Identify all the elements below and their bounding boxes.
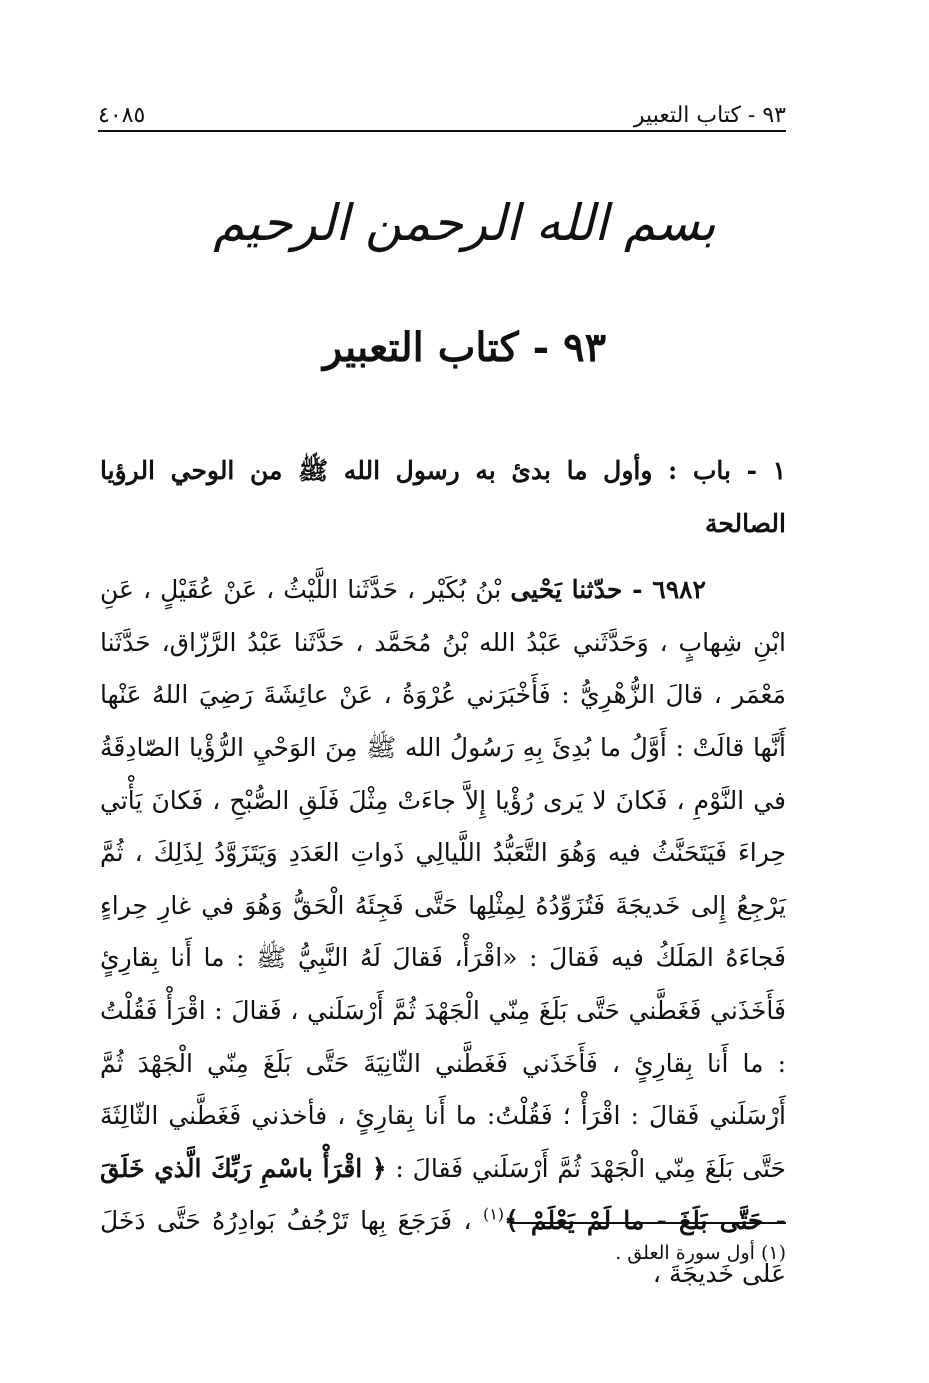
footnote-rule xyxy=(510,1222,786,1224)
hadith-lead: ٦٩٨٢ - حدّثنا يَحْيى xyxy=(510,575,706,605)
header-chapter-label: ٩٣ - كتاب التعبير xyxy=(633,103,786,128)
hadith-text-part1: بْنُ بُكَيْر ، حَدَّثَنا اللَّيْثُ ، عَنْ عُقَيْلٍ ، عَنِ ابْنِ شِهابٍ ، وَحَدَّثَني عَبْدُ الله بْنُ مُحَمَّد ، حَدَّثَنا عَبْدُ الرَّزّاق، حَدَّثَنا مَعْمَر ، قالَ الزُّهْرِيُّ : فَأَخْبَرَني عُرْوَةُ ، عَنْ عائِشَةَ رَضِيَ اللهُ عَنْها أَنَّها قالَتْ : أَوَّلُ ما بُدِئَ بِهِ رَسُولُ الله ﷺ مِنَ الوَحْيِ الرُّؤْيا الصّادِقَةُ في النَّوْمِ ، فَكانَ لا يَرى رُؤْيا إِلاَّ جاءَتْ مِثْلَ فَلَقِ الصُّبْحِ ، فَكانَ يَأْتي حِراءَ فَيَتَحَنَّثُ فيه وَهُوَ التَّعَبُّدُ اللَّيالِي ذَواتِ العَدَدِ وَيَتَزَوَّدُ لِذَلِكَ ، ثُمَّ يَرْجِعُ إِلى خَديجَةَ فَتُزَوِّدُهُ لِمِثْلِها حَتَّى فَجِئَهُ الْحَقُّ وَهُوَ في غارِ حِراءٍ فَجاءَهُ المَلَكُ فيه فَقالَ : «اقْرَأْ، فَقالَ لَهُ النَّبِيُّ ﷺ : ما أَنا بِقارِئٍ فَأَخَذَني فَغَطَّني حَتَّى بَلَغَ مِنّي الْجَهْدَ ثُمَّ أَرْسَلَني ، فَقالَ : اقْرَأْ فَقُلْتُ : ما أَنا بِقارِئٍ ، فَأَخَذَني فَغَطَّني الثّانِيَةَ حَتَّى بَلَغَ مِنّي الْجَهْدَ ثُمَّ أَرْسَلَني فَقالَ : اقْرَأْ ؛ فَقُلْتُ: ما أَنا بِقارِئٍ ، فأخذني فَغَطَّني الثّالِثَةَ حَتَّى بَلَغَ مِنّي الْجَهْدَ ثُمَّ أَرْسَلَني فَقالَ : xyxy=(100,575,786,1183)
hadith-text xyxy=(100,564,786,1300)
header-rule xyxy=(98,130,786,132)
footnote: (١) أول سورة العلق . xyxy=(615,1242,786,1264)
body-text xyxy=(100,445,786,1301)
footnote-reference: (١) xyxy=(482,1204,505,1224)
basmala: بسم الله الرحمن الرحيم xyxy=(213,194,716,252)
chapter-title: ٩٣ - كتاب التعبير xyxy=(322,324,607,371)
chapter-heading: ١ - باب : وأول ما بدئ به رسول الله ﷺ من الوحي الرؤيا الصالحة xyxy=(100,456,786,538)
quran-quote: ﴿ اقْرَأْ باسْمِ رَبِّكَ الَّذي خَلَقَ - حَتَّى بَلَغَ - ما لَمْ يَعْلَمْ ﴾ xyxy=(100,1153,786,1236)
running-header xyxy=(98,88,786,128)
header-page-number: ٤٠٨٥ xyxy=(98,103,146,128)
hadith-text-part2: ، فَرَجَعَ بِها تَرْجُفُ بَوادِرُهُ حَتَّى دَخَلَ عَلى خَديجَةَ ، xyxy=(100,1206,786,1288)
